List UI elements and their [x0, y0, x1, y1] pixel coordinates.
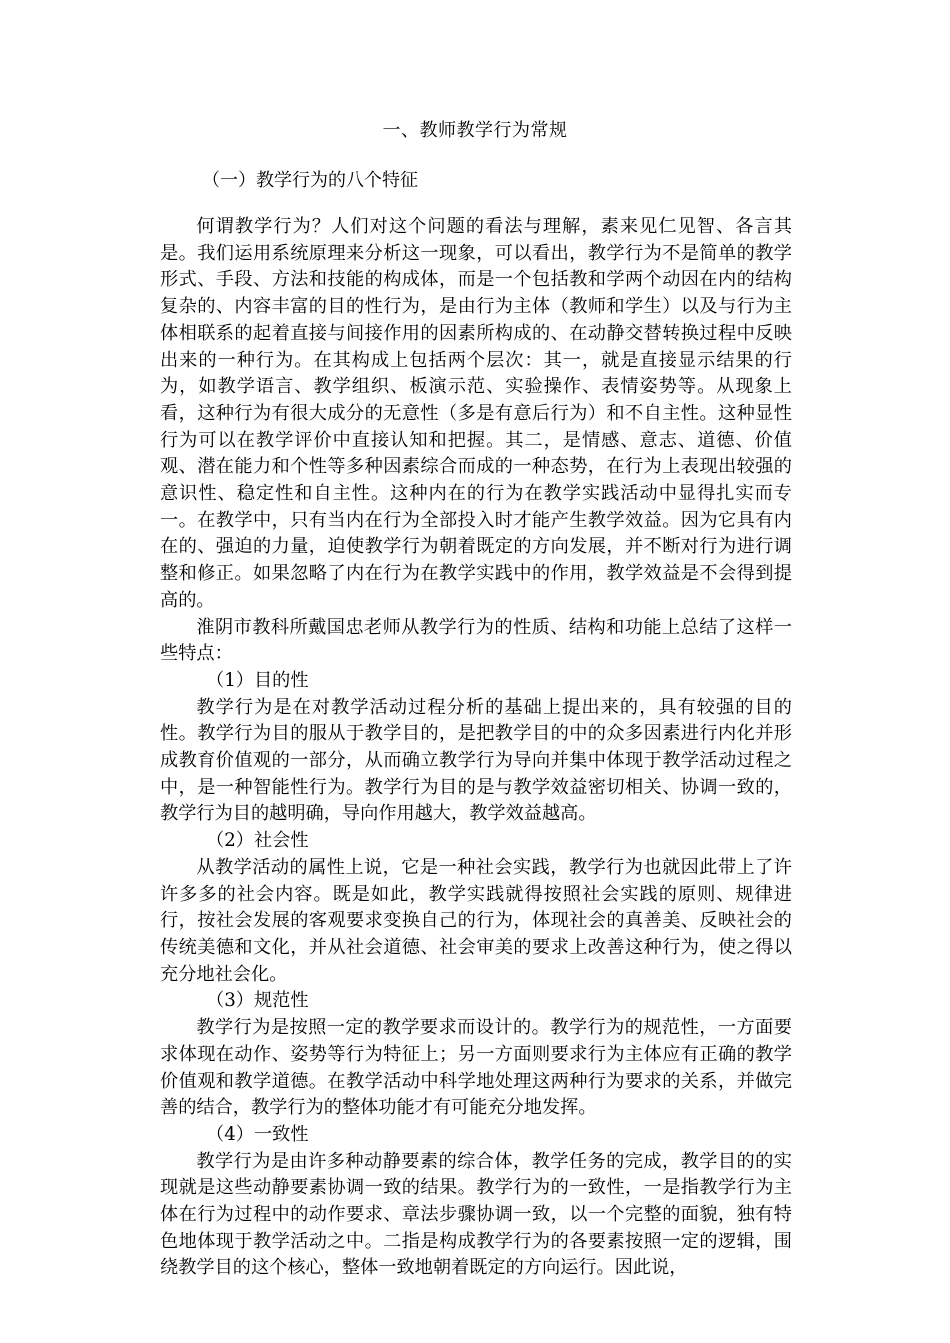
document-title: 一、教师教学行为常规: [382, 120, 568, 141]
body-paragraph: 淮阴市教科所戴国忠老师从教学行为的性质、结构和功能上总结了这样一些特点：: [160, 616, 792, 665]
subsection-heading: （2）社会性: [206, 830, 309, 852]
document-body: [160, 214, 792, 1282]
body-paragraph: 何谓教学行为？人们对这个问题的看法与理解，素来见仁见智、各言其是。我们运用系统原理来分析这一现象，可以看出，教学行为不是简单的教学形式、手段、方法和技能的构成体，而是一个包括教和学两个动因在内的结构复杂的、内容丰富的目的性行为，是由行为主体（教师和学生）以及与行为主体相联系的起着直接与间接作用的因素所构成的、在动静交替转换过程中反映出来的一种行为。在其构成上包括两个层次：其一，就是直接显示结果的行为，如教学语言、教学组织、板演示范、实验操作、表情姿势等。从现象上看，这种行为有很大成分的无意性（多是有意后行为）和不自主性。这种显性行为可以在教学评价中直接认知和把握。其二，是情感、意志、道德、价值观、潜在能力和个性等多种因素综合而成的一种态势，在行为上表现出较强的意识性、稳定性和自主性。这种内在的行为在教学实践活动中显得扎实而专一。在教学中，只有当内在行为全部投入时才能产生教学效益。因为它具有内在的、强迫的力量，迫使教学行为朝着既定的方向发展，并不断对行为进行调整和修正。如果忽略了内在行为在教学实践中的作用，教学效益是不会得到提高的。: [160, 216, 792, 611]
body-paragraph: 教学行为是按照一定的教学要求而设计的。教学行为的规范性，一方面要求体现在动作、姿势等行为特征上；另一方面则要求行为主体应有正确的教学价值观和教学道德。在教学活动中科学地处理这两种行为要求的关系，并做完善的结合，教学行为的整体功能才有可能充分地发挥。: [160, 1017, 792, 1119]
subsection-heading: （3）规范性: [206, 990, 309, 1012]
section-title: （一）教学行为的八个特征: [202, 170, 418, 191]
body-paragraph: 从教学活动的属性上说，它是一种社会实践，教学行为也就因此带上了许许多多的社会内容。既是如此，教学实践就得按照社会实践的原则、规律进行，按社会发展的客观要求变换自己的行为，体现社会的真善美、反映社会的传统美德和文化，并从社会道德、社会审美的要求上改善这种行为，使之得以充分地社会化。: [160, 856, 792, 985]
body-paragraph: 教学行为是在对教学活动过程分析的基础上提出来的，具有较强的目的性。教学行为目的服从于教学目的，是把教学目的中的众多因素进行内化并形成教育价值观的一部分，从而确立教学行为导向并集中体现于教学活动过程之中，是一种智能性行为。教学行为目的是与教学效益密切相关、协调一致的，教学行为目的越明确，导向作用越大，教学效益越高。: [160, 696, 792, 825]
subsection-heading: （1）目的性: [206, 669, 309, 691]
subsection-heading: （4）一致性: [206, 1123, 309, 1145]
body-paragraph: 教学行为是由许多种动静要素的综合体，教学任务的完成，教学目的的实现就是这些动静要素协调一致的结果。教学行为的一致性，一是指教学行为主体在行为过程中的动作要求、章法步骤协调一致，以一个完整的面貌，独有特色地体现于教学活动之中。二指是构成教学行为的各要素按照一定的逻辑，围绕教学目的这个核心，整体一致地朝着既定的方向运行。因此说，: [160, 1150, 792, 1279]
